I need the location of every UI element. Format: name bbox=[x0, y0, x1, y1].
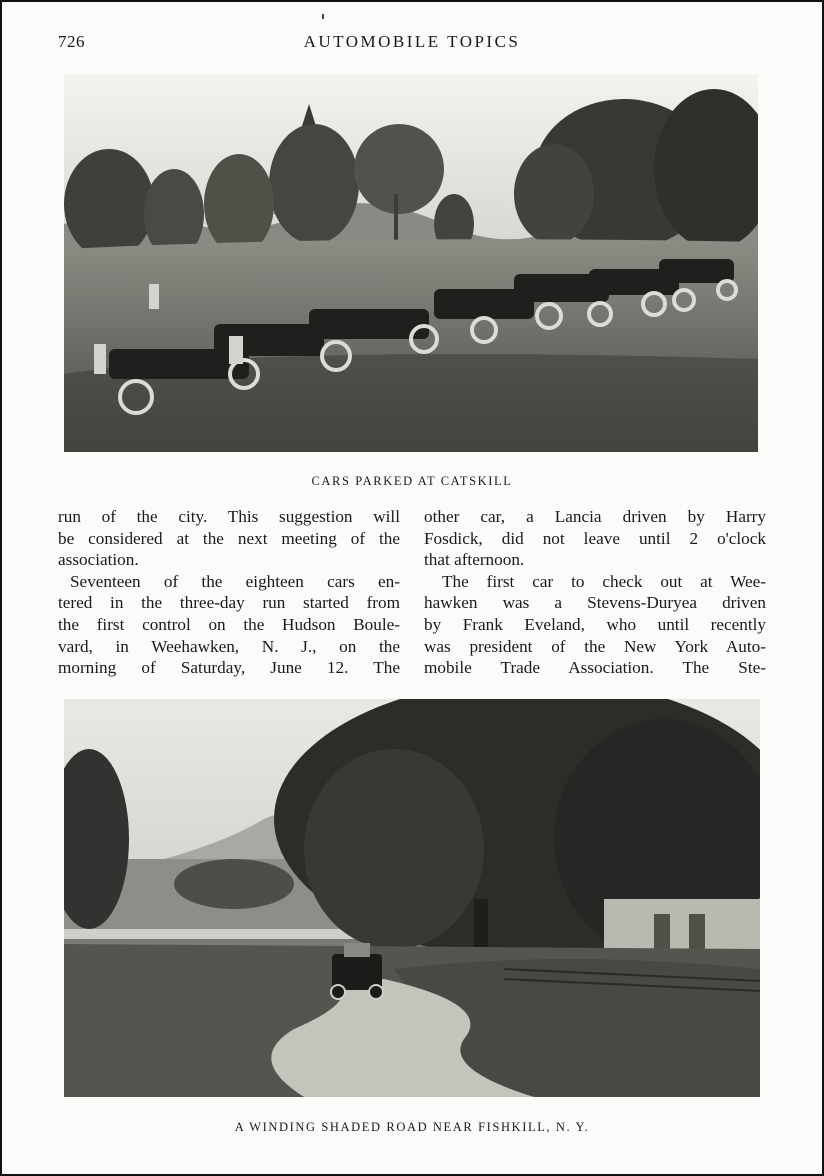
text-line: Fosdick, did not leave until 2 o'clock bbox=[424, 528, 766, 548]
photo-winding-road-image bbox=[64, 699, 760, 1097]
text-line: the first control on the Hudson Boule- bbox=[58, 614, 400, 634]
text-line: vard, in Weehawken, N. J., on the bbox=[58, 636, 400, 656]
text-line: run of the city. This suggestion will bbox=[58, 507, 400, 526]
caption-winding-road: A WINDING SHADED ROAD NEAR FISHKILL, N. Y. bbox=[234, 1120, 590, 1134]
text-line: The first car to check out at Wee- bbox=[442, 571, 766, 591]
text-line: hawken was a Stevens-Duryea driven bbox=[424, 593, 766, 613]
text-line: be considered at the next meeting of the bbox=[58, 528, 400, 548]
text-column-right bbox=[424, 506, 766, 679]
text-line: association. bbox=[58, 550, 139, 570]
photo-cars-parked bbox=[64, 74, 758, 452]
photo-cars-parked-image bbox=[64, 74, 758, 452]
text-line: other car, a Lancia driven by Harry bbox=[424, 507, 766, 526]
running-title: AUTOMOBILE TOPICS bbox=[303, 32, 521, 51]
text-line: Seventeen of the eighteen cars en- bbox=[70, 571, 400, 591]
text-line: by Frank Eveland, who until recently bbox=[424, 614, 766, 634]
text-line: was president of the New York Auto- bbox=[424, 636, 766, 656]
text-column-left bbox=[58, 506, 400, 679]
text-line: morning of Saturday, June 12. The bbox=[58, 658, 400, 678]
photo-winding-road bbox=[64, 699, 760, 1097]
text-line: that afternoon. bbox=[424, 550, 525, 570]
text-line: mobile Trade Association. The Ste- bbox=[424, 658, 766, 678]
text-line: tered in the three-day run started from bbox=[58, 593, 400, 613]
print-mark bbox=[322, 14, 324, 19]
page-number: 726 bbox=[58, 32, 85, 51]
caption-cars-parked: CARS PARKED AT CATSKILL bbox=[311, 474, 513, 488]
